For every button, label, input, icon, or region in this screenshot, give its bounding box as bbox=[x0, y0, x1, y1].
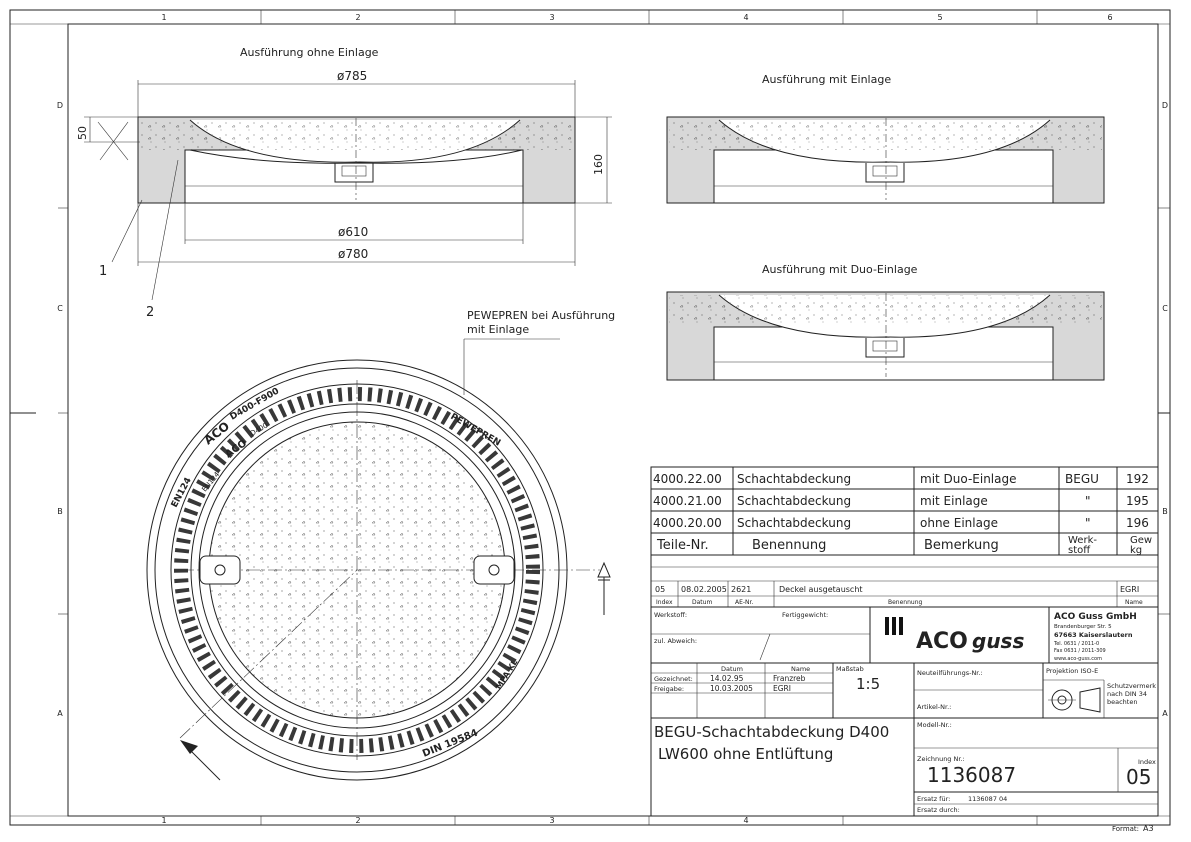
row-label-c-right: C bbox=[1162, 304, 1168, 313]
section-view-mit-duo-einlage bbox=[667, 263, 1104, 380]
modell-label: Modell-Nr.: bbox=[917, 721, 952, 729]
row-label-a-left: A bbox=[57, 709, 63, 718]
rev-header-text: Benennung bbox=[888, 599, 923, 606]
row-label-b-left: B bbox=[57, 507, 63, 516]
rev-text: Deckel ausgetauscht bbox=[779, 585, 863, 594]
parts-list bbox=[651, 467, 1158, 556]
col-label-1-bottom: 1 bbox=[161, 816, 167, 825]
part-1-material: BEGU bbox=[1065, 472, 1099, 486]
dim-610: ø610 bbox=[338, 225, 369, 239]
cover-text-d400-inner: D400 bbox=[249, 421, 270, 438]
cover-text-pewepren: PEWEPREN bbox=[448, 411, 503, 449]
drawing-index: 05 bbox=[1126, 765, 1152, 789]
rev-date: 08.02.2005 bbox=[681, 585, 727, 594]
dim-780: ø780 bbox=[338, 247, 369, 261]
callout-1: 1 bbox=[99, 264, 108, 279]
revision-block bbox=[651, 555, 1158, 607]
drawing-number: 1136087 bbox=[927, 763, 1017, 787]
company-name: ACO Guss GmbH bbox=[1054, 612, 1137, 622]
part-1-name: Schachtabdeckung bbox=[737, 472, 852, 486]
part-3-material: " bbox=[1085, 516, 1091, 530]
neuteil-label: Neuteilführungs-Nr.: bbox=[917, 669, 983, 677]
rev-header-ae: AE-Nr. bbox=[735, 599, 754, 606]
header-teile-nr: Teile-Nr. bbox=[657, 538, 709, 553]
schutz-line1: Schutzvermerk bbox=[1107, 682, 1157, 690]
cover-text-aco-inner: ACO bbox=[223, 437, 250, 461]
aco-guss-logo bbox=[885, 617, 1024, 654]
projection-symbol-icon bbox=[1048, 688, 1100, 712]
part-2-remark: mit Einlage bbox=[920, 494, 988, 508]
gezeichnet-date: 14.02.95 bbox=[710, 674, 744, 683]
pewepren-note-line1: PEWEPREN bei Ausführung bbox=[467, 309, 616, 322]
header-werkstoff-2: stoff bbox=[1068, 545, 1091, 556]
dim-785: ø785 bbox=[337, 69, 368, 83]
cover-text-en124-outer: EN124 bbox=[169, 476, 194, 510]
company-tel: Tel. 0631 / 2011-0 bbox=[1054, 641, 1100, 647]
header-bemerkung: Bemerkung bbox=[924, 538, 999, 553]
svg-text:A3: A3 bbox=[1143, 824, 1154, 833]
format-label bbox=[1112, 824, 1154, 833]
cover-text-d400-outer: D400-F900 bbox=[228, 386, 282, 423]
ersatz-fuer-label: Ersatz für: bbox=[917, 795, 951, 803]
freigabe-label: Freigabe: bbox=[654, 685, 685, 693]
gezeichnet-label: Gezeichnet: bbox=[654, 675, 693, 683]
cover-text-mpa-kl: MPA KL bbox=[494, 657, 520, 692]
massstab-label: Maßstab bbox=[836, 665, 864, 673]
part-3-weight: 196 bbox=[1126, 516, 1149, 530]
cover-plan-view bbox=[147, 309, 615, 780]
row-label-d-left: D bbox=[56, 101, 64, 110]
artikel-label: Artikel-Nr.: bbox=[917, 703, 952, 711]
label-werkstoff: Werkstoff: bbox=[654, 611, 688, 619]
part-2-name: Schachtabdeckung bbox=[737, 494, 852, 508]
row-label-a-right: A bbox=[1162, 709, 1168, 718]
callout-2: 2 bbox=[146, 305, 155, 320]
view-title-ohne-einlage: Ausführung ohne Einlage bbox=[240, 46, 379, 59]
section-view-mit-einlage bbox=[667, 73, 1104, 203]
cover-text-din: DIN 19584 bbox=[421, 727, 480, 760]
massstab-value: 1:5 bbox=[856, 675, 881, 693]
header-werkstoff-1: Werk- bbox=[1068, 535, 1097, 546]
header-gewicht-1: Gew bbox=[1130, 535, 1153, 546]
part-1-remark: mit Duo-Einlage bbox=[920, 472, 1017, 486]
rev-name: EGRI bbox=[1120, 585, 1140, 594]
col-label-4-top: 4 bbox=[743, 13, 749, 22]
lifting-keyhole-left bbox=[200, 556, 240, 584]
rev-ae: 2621 bbox=[731, 585, 752, 594]
drawing-title-line1: BEGU-Schachtabdeckung D400 bbox=[654, 723, 890, 741]
company-fax: Fax 0631 / 2011-309 bbox=[1054, 648, 1106, 654]
index-label: Index bbox=[1138, 758, 1156, 766]
lifting-keyhole-right bbox=[474, 556, 514, 584]
part-2-nr: 4000.21.00 bbox=[653, 494, 722, 508]
cover-text-aco-outer: ACO bbox=[201, 418, 233, 448]
label-zul-abweich: zul. Abweich: bbox=[654, 637, 698, 645]
logo-aco: ACO bbox=[916, 629, 968, 654]
col-label-3-bottom: 3 bbox=[549, 816, 555, 825]
freigabe-date: 10.03.2005 bbox=[710, 684, 753, 693]
freigabe-name: EGRI bbox=[773, 684, 791, 693]
view-title-mit-einlage: Ausführung mit Einlage bbox=[762, 73, 892, 86]
col-label-3-top: 3 bbox=[549, 13, 555, 22]
view-title-mit-duo-einlage: Ausführung mit Duo-Einlage bbox=[762, 263, 918, 276]
header-gewicht-2: kg bbox=[1130, 545, 1143, 556]
row-label-c-left: C bbox=[57, 304, 63, 313]
rev-header-index: Index bbox=[656, 599, 673, 606]
cover-text-en124-inner: EN124 bbox=[200, 470, 222, 494]
gezeichnet-name: Franzreb bbox=[773, 674, 806, 683]
logo-guss: guss bbox=[972, 629, 1025, 653]
rev-header-name: Name bbox=[1125, 599, 1143, 606]
company-web: www.aco-guss.com bbox=[1054, 656, 1102, 662]
zeichnung-label: Zeichnung Nr.: bbox=[917, 755, 965, 763]
part-3-nr: 4000.20.00 bbox=[653, 516, 722, 530]
header-datum: Datum bbox=[721, 665, 743, 673]
title-block bbox=[651, 607, 1158, 816]
col-label-5-top: 5 bbox=[937, 13, 943, 22]
col-label-2-top: 2 bbox=[355, 13, 361, 22]
label-fertiggewicht: Fertiggewicht: bbox=[782, 611, 829, 619]
part-1-nr: 4000.22.00 bbox=[653, 472, 722, 486]
part-3-remark: ohne Einlage bbox=[920, 516, 998, 530]
ersatz-durch-label: Ersatz durch: bbox=[917, 806, 960, 814]
ersatz-fuer-value: 1136087 04 bbox=[968, 795, 1008, 803]
rev-header-date: Datum bbox=[692, 599, 713, 606]
schutz-line3: beachten bbox=[1107, 698, 1138, 706]
col-label-4-bottom: 4 bbox=[743, 816, 749, 825]
projektion-label: Projektion ISO-E bbox=[1046, 667, 1099, 675]
part-3-name: Schachtabdeckung bbox=[737, 516, 852, 530]
company-city: 67663 Kaiserslautern bbox=[1054, 631, 1133, 639]
dim-50: 50 bbox=[76, 126, 89, 140]
col-label-2-bottom: 2 bbox=[355, 816, 361, 825]
part-2-weight: 195 bbox=[1126, 494, 1149, 508]
svg-text:Format:: Format: bbox=[1112, 825, 1140, 833]
header-benennung: Benennung bbox=[752, 538, 827, 553]
part-1-weight: 192 bbox=[1126, 472, 1149, 486]
header-name: Name bbox=[791, 665, 811, 673]
dim-160: 160 bbox=[592, 154, 605, 175]
part-2-material: " bbox=[1085, 494, 1091, 508]
drawing-title-line2: LW600 ohne Entlüftung bbox=[658, 745, 834, 763]
col-label-6-top: 6 bbox=[1107, 13, 1113, 22]
company-street: Brandenburger Str. 5 bbox=[1054, 624, 1112, 630]
rev-index: 05 bbox=[655, 585, 666, 594]
row-label-d-right: D bbox=[1161, 101, 1169, 110]
section-view-ohne-einlage bbox=[76, 46, 612, 320]
col-label-1-top: 1 bbox=[161, 13, 167, 22]
pewepren-note-line2: mit Einlage bbox=[467, 323, 530, 336]
row-label-b-right: B bbox=[1162, 507, 1168, 516]
schutz-line2: nach DIN 34 bbox=[1107, 690, 1147, 698]
